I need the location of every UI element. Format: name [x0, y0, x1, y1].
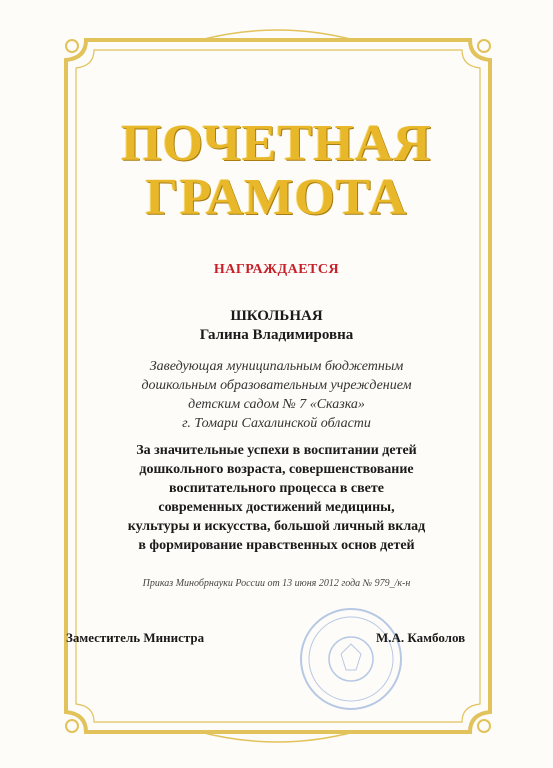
certificate-title-line2: ГРАМОТА [145, 169, 408, 226]
order-reference: Приказ Минобрнауки России от 13 июня 2012 года № 979_/к-н [142, 578, 411, 589]
award-reason [0, 441, 553, 555]
position-line: дошкольным образовательным учреждением [141, 378, 412, 393]
signer-name: М.А. Камболов [376, 630, 466, 645]
recipient-name: Галина Владимировна [199, 327, 354, 343]
reason-line: воспитательного процесса в свете [169, 481, 384, 496]
reason-line: За значительные успехи в воспитании детей [136, 443, 417, 458]
signer-title: Заместитель Министра [66, 630, 205, 645]
certificate-title-line1: ПОЧЕТНАЯ [121, 115, 432, 172]
reason-line: современных достижений медицины, [158, 500, 395, 515]
recipient-position [0, 357, 553, 433]
position-line: Заведующая муниципальным бюджетным [149, 359, 404, 374]
reason-line: дошкольного возраста, совершенствование [139, 462, 414, 477]
award-label: НАГРАЖДАЕТСЯ [213, 262, 340, 277]
recipient-surname: ШКОЛЬНАЯ [230, 308, 323, 324]
position-line: г. Томари Сахалинской области [182, 416, 371, 431]
reason-line: культуры и искусства, большой личный вклад [127, 519, 426, 534]
position-line: детским садом № 7 «Сказка» [188, 397, 365, 412]
official-stamp-icon [296, 604, 406, 714]
reason-line: в формирование нравственных основ детей [138, 538, 415, 553]
